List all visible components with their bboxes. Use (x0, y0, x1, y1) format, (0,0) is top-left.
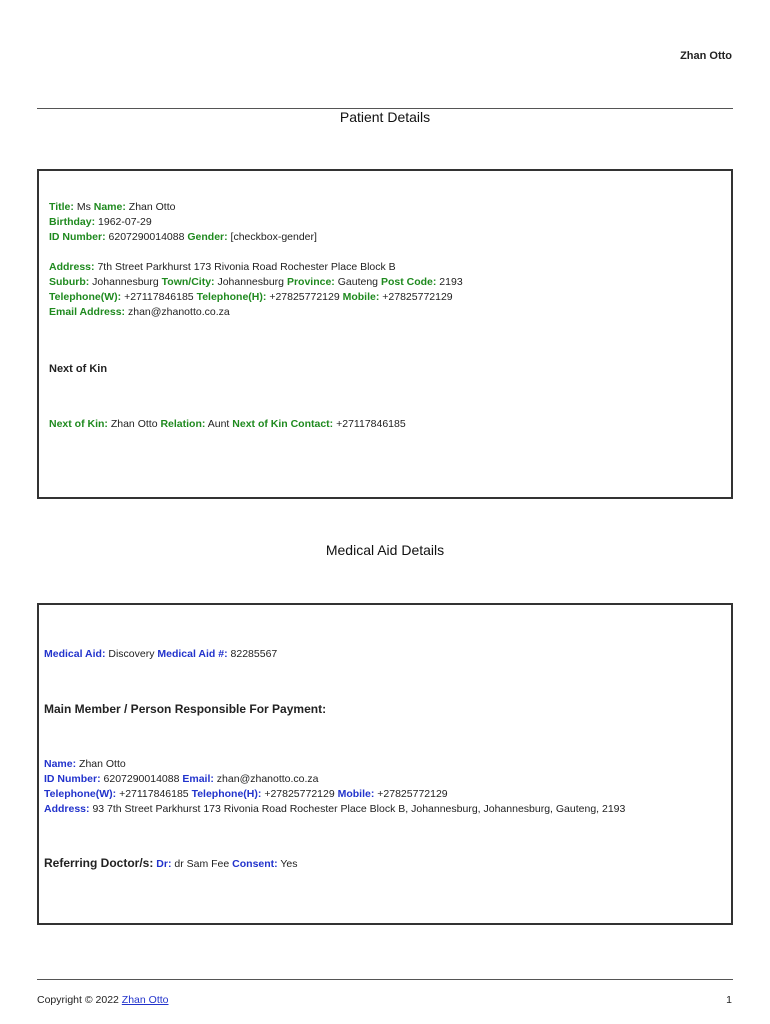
member-address-value: 93 7th Street Parkhurst 173 Rivonia Road Rochester Place Block B, Johannesburg, Johannesburg, Gauteng, 2193 (92, 803, 626, 815)
suburb-row (49, 275, 463, 290)
title-name-row (49, 200, 175, 215)
referring-doctor-heading: Referring Doctor/s: (44, 856, 154, 870)
name-label: Name: (93, 201, 126, 213)
aid-number-label: Medical Aid #: (157, 648, 228, 660)
member-telh-label: Telephone(H): (191, 788, 262, 800)
address-label: Address: (49, 261, 95, 273)
telh-value: +27825772129 (269, 291, 340, 303)
medical-aid-row (44, 647, 277, 662)
email-value: zhan@zhanotto.co.za (127, 306, 230, 318)
postcode-value: 2193 (439, 276, 463, 288)
mobile-label: Mobile: (342, 291, 380, 303)
mobile-value: +27825772129 (382, 291, 453, 303)
referring-doctor-row (44, 856, 298, 872)
province-label: Province: (286, 276, 335, 288)
aid-label: Medical Aid: (44, 648, 106, 660)
kin-contact-label: Next of Kin Contact: (232, 418, 334, 430)
copyright-text: Copyright © 2022 (37, 994, 119, 1006)
member-telh-value: +27825772129 (264, 788, 335, 800)
birthday-label: Birthday: (49, 216, 96, 228)
page-number: 1 (726, 994, 732, 1006)
member-id-label: ID Number: (44, 773, 101, 785)
member-telephone-row (44, 787, 448, 802)
birthday-row (49, 215, 152, 230)
telh-label: Telephone(H): (196, 291, 267, 303)
member-name-label: Name: (44, 758, 77, 770)
title-value: Ms (76, 201, 91, 213)
member-id-value: 6207290014088 (103, 773, 180, 785)
member-address-row (44, 802, 625, 817)
main-member-heading: Main Member / Person Responsible For Payment: (44, 702, 327, 716)
medical-aid-title: Medical Aid Details (325, 542, 445, 558)
postcode-label: Post Code: (380, 276, 437, 288)
address-value: 7th Street Parkhurst 173 Rivonia Road Rochester Place Block B (97, 261, 396, 273)
id-gender-row (49, 230, 317, 245)
suburb-label: Suburb: (49, 276, 90, 288)
next-of-kin-heading: Next of Kin (49, 363, 108, 375)
member-address-label: Address: (44, 803, 90, 815)
header-name: Zhan Otto (680, 50, 732, 62)
relation-value: Aunt (207, 418, 230, 430)
province-value: Gauteng (337, 276, 379, 288)
aid-value: Discovery (108, 648, 155, 660)
telw-value: +27117846185 (124, 291, 194, 303)
kin-label: Next of Kin: (49, 418, 108, 430)
member-telw-value: +27117846185 (119, 788, 189, 800)
kin-contact-value: +27117846185 (336, 418, 406, 430)
member-name-row (44, 757, 126, 772)
telephone-row (49, 290, 453, 305)
aid-number-value: 82285567 (230, 648, 278, 660)
footer-link[interactable]: Zhan Otto (121, 994, 169, 1006)
name-value: Zhan Otto (128, 201, 176, 213)
member-mobile-value: +27825772129 (377, 788, 448, 800)
consent-value: Yes (280, 858, 298, 870)
town-label: Town/City: (161, 276, 215, 288)
suburb-value: Johannesburg (92, 276, 159, 288)
telw-label: Telephone(W): (49, 291, 122, 303)
member-email-value: zhan@zhanotto.co.za (216, 773, 319, 785)
patient-details-title: Patient Details (339, 109, 431, 125)
id-label: ID Number: (49, 231, 106, 243)
footer-divider (37, 979, 733, 980)
next-of-kin-row (49, 417, 406, 432)
consent-label: Consent: (232, 858, 278, 870)
member-id-row (44, 772, 319, 787)
footer-copyright (37, 994, 169, 1006)
gender-label: Gender: (187, 231, 228, 243)
gender-value: [checkbox-gender] (230, 231, 317, 243)
address-row (49, 260, 396, 275)
member-mobile-label: Mobile: (337, 788, 375, 800)
doctor-label: Dr: (156, 858, 172, 870)
town-value: Johannesburg (217, 276, 285, 288)
kin-value: Zhan Otto (110, 418, 158, 430)
member-telw-label: Telephone(W): (44, 788, 117, 800)
birthday-value: 1962-07-29 (98, 216, 152, 228)
member-email-label: Email: (182, 773, 214, 785)
member-name-value: Zhan Otto (79, 758, 126, 770)
email-label: Email Address: (49, 306, 126, 318)
relation-label: Relation: (160, 418, 206, 430)
title-label: Title: (49, 201, 74, 213)
patient-details-box (37, 169, 733, 499)
doctor-value: dr Sam Fee (174, 858, 230, 870)
medical-aid-box (37, 603, 733, 925)
id-value: 6207290014088 (108, 231, 185, 243)
email-row (49, 305, 230, 320)
